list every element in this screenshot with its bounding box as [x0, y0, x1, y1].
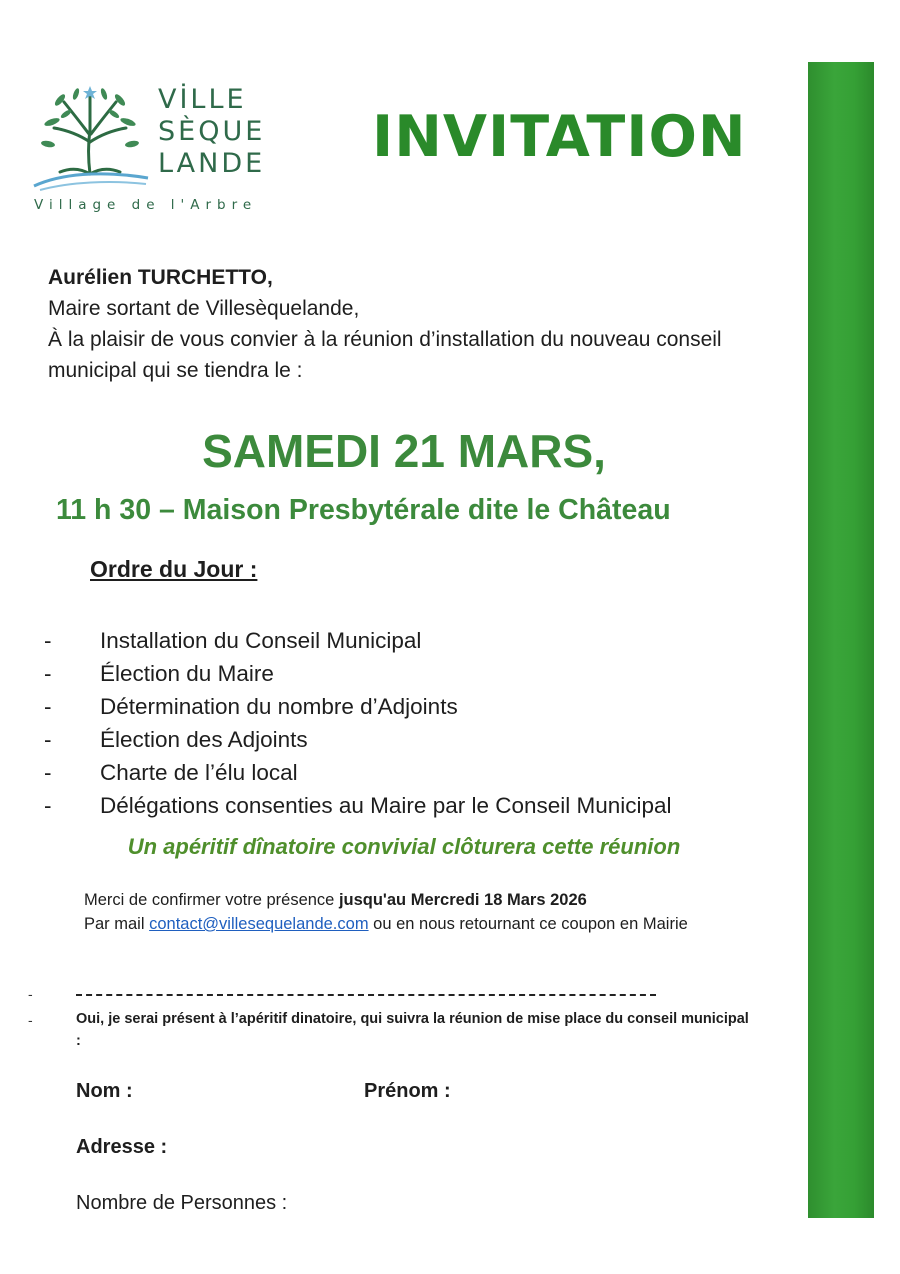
- mail-prefix: Par mail: [84, 915, 150, 933]
- agenda-item: [44, 789, 804, 822]
- intro-paragraph: [48, 262, 788, 386]
- agenda-bullet: -: [44, 727, 52, 752]
- prenom-label: Prénom :: [364, 1080, 451, 1102]
- mail-line: [84, 912, 784, 936]
- agenda-item: [44, 624, 804, 657]
- agenda-item: [44, 690, 804, 723]
- intro-text: À la plaisir de vous convier à la réunion d’installation du nouveau conseil municipal qui se tiendra le :: [48, 328, 722, 382]
- agenda-item: [44, 723, 804, 756]
- agenda-bullet: -: [44, 760, 52, 785]
- logo-line-3: LANDE: [158, 148, 266, 179]
- invitation-title: INVITATION: [372, 104, 747, 170]
- event-date: SAMEDI 21 MARS,: [202, 425, 606, 477]
- confirmation-text: [84, 888, 784, 936]
- logo-tagline: Village de l'Arbre: [34, 197, 258, 213]
- logo-line-2: SÈQUE: [158, 116, 266, 147]
- confirm-prefix: Merci de confirmer votre présence: [84, 891, 339, 909]
- tree-logo-icon: [30, 82, 154, 194]
- agenda-bullet: -: [44, 628, 52, 653]
- host-role: Maire sortant de Villesèquelande,: [48, 297, 360, 320]
- event-time-place: 11 h 30 – Maison Presbytérale dite le Château: [56, 494, 671, 526]
- agenda-item: [44, 756, 804, 789]
- agenda-item-text: Charte de l’élu local: [100, 760, 298, 785]
- logo-line-1: VİLLE: [158, 84, 247, 115]
- village-logo: [30, 82, 300, 222]
- nom-label: Nom :: [76, 1080, 133, 1102]
- agenda-item-text: Détermination du nombre d’Adjoints: [100, 694, 458, 719]
- logo-wordmark: [158, 84, 288, 180]
- side-decorative-bar: [808, 62, 874, 1218]
- agenda-title: Ordre du Jour :: [90, 556, 258, 582]
- mail-suffix: ou en nous retournant ce coupon en Mairie: [368, 915, 688, 933]
- agenda-list: [44, 624, 804, 822]
- host-name: Aurélien TURCHETTO,: [48, 266, 273, 289]
- personnes-label: Nombre de Personnes :: [76, 1192, 288, 1214]
- coupon-cut-line: [76, 994, 656, 996]
- agenda-item-text: Délégations consenties au Maire par le Conseil Municipal: [100, 793, 672, 818]
- agenda-item-text: Installation du Conseil Municipal: [100, 628, 422, 653]
- agenda-bullet: -: [44, 694, 52, 719]
- agenda-item-text: Élection des Adjoints: [100, 727, 308, 752]
- adresse-label: Adresse :: [76, 1136, 168, 1158]
- coupon-text: Oui, je serai présent à l’apéritif dinatoire, qui suivra la réunion de mise place du conseil municipal :: [76, 1011, 749, 1049]
- confirm-line: [84, 888, 784, 912]
- agenda-item: [44, 657, 804, 690]
- agenda-bullet: -: [44, 793, 52, 818]
- margin-dash: -: [28, 986, 33, 1002]
- email-link[interactable]: contact@villesequelande.com: [149, 915, 369, 933]
- agenda-bullet: -: [44, 661, 52, 686]
- aperitif-note: Un apéritif dînatoire convivial clôturera cette réunion: [127, 834, 681, 859]
- confirm-deadline: jusqu'au Mercredi 18 Mars 2026: [338, 891, 587, 909]
- margin-dash: -: [28, 1012, 33, 1028]
- agenda-item-text: Élection du Maire: [100, 661, 274, 686]
